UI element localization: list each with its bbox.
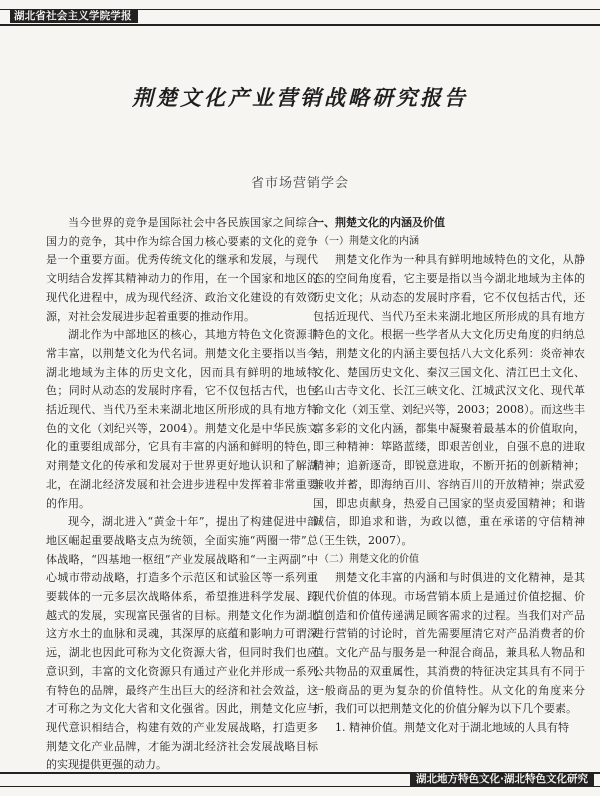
subsection-heading: （二）荆楚文化的价值: [319, 553, 419, 565]
journal-header-bar: [0, 9, 600, 26]
subsection-heading: （一）荆楚文化的内涵: [319, 235, 419, 247]
footer-bar: [0, 772, 600, 787]
right-column: [313, 214, 585, 738]
section-heading: 一、荆楚文化的内涵及价值: [313, 216, 445, 229]
body-paragraph: 荆楚文化作为一种具有鲜明地域特色的文化，从静态的空间角度看，它主要是指以当今湖北地域为主体的历史文化；从动态的发展时序看，它不仅包括古代，还包括近现代、当代乃至未来湖北地区所形成的具有地方特色的文化。根据一些学者从大文化历史角度的归纳总结，荆楚文化的内涵主要包括八大文化系列：炎帝神农文化、楚国历史文化、秦汉三国文化、清江巴土文化、名山古寺文化、长江三峡文化、江城武汉文化、现代革命文化（刘玉堂、刘纪兴等，2003；2008）。而这些丰富多彩的文化内涵，都集中凝聚着最基本的价值取向，即三种精神：筚路蓝缕，即艰苦创业，自强不息的进取精神；追新逐奇，即锐意进取，不断开拓的创新精神；兼收并蓄，即海纳百川、容纳百川的开放精神；崇武爱国，即忠贞献身，热爱自己国家的坚贞爱国精神；和谐诚信，即追求和谐，为政以德，重在承诺的守信精神（王生铁，2007）。: [313, 253, 585, 547]
body-paragraph: 荆楚文化丰富的内涵和与时俱进的文化精神，是其现代价值的体现。市场营销本质上是通过价值挖掘、价值创造和价值传递满足顾客需求的过程。当我们对产品进行营销的讨论时，首先需要厘清它对产品消费者的价值。文化产品与服务是一种混合商品，兼具私人物品和公共物品的双重属性，其消费的特征决定其具有不同于一般商品的更为复杂的价值特性。从文化的角度来分析，我们可以把荆楚文化的价值分解为以下几个要素。: [313, 571, 585, 716]
article-title: 荆楚文化产业营销战略研究报告: [132, 86, 468, 110]
body-paragraph: 当今世界的竞争是国际社会中各民族国家之间综合国力的竞争，其中作为综合国力核心要素的文化的竞争是一个重要方面。优秀传统文化的继承和发展，与现代文明结合发挥其精神动力的作用，在一个国家和地区的现代化进程中，成为现代经济、政治文化建设的有效资源，对社会发展进步起着重要的推动作用。: [46, 216, 318, 323]
body-paragraph: 湖北作为中部地区的核心，其地方特色文化资源非常丰富，以荆楚文化为代名词。荆楚文化主要指以当今湖北地域为主体的历史文化，因而具有鲜明的地域特色；同时从动态的发展时序看，它不仅包括古代，也包括近现代、当代乃至未来湖北地区所形成的具有地方特色的文化（刘纪兴等，2004）。荆楚文化是中华民族文化的重要组成部分，它具有丰富的内涵和鲜明的特色，对荆楚文化的传承和发展对于世界更好地认识和了解湖北，在湖北经济发展和社会进步进程中发挥着非常重要的作用。: [46, 328, 318, 510]
column-name: 湖北地方特色文化·湖北特色文化研究: [410, 773, 594, 786]
body-paragraph: 1. 精神价值。荆楚文化对于湖北地域的人具有特: [335, 720, 569, 734]
body-paragraph: 现今，湖北进入“黄金十年”，提出了构建促进中部地区崛起重要战略支点为统领，全面实施“两圈一带”总体战略，“四基地一枢纽”产业发展战略和“一主两副”中心城市带动战略，打造多个示范区和试验区等一系列重要载体的一元多层次战略体系，希望推进科学发展、跨越式的发展，实现富民强省的目标。荆楚文化作为湖北这方水土的血脉和灵魂，其深厚的底蕴和影响力可谓深远，湖北也因此可称为文化资源大省，但同时我们也应意识到，丰富的文化资源只有通过产业化并形成一系列有特色的品牌，最终产生出巨大的经济和社会效益，这才可称之为文化大省和文化强省。因此，荆楚文化应与现代意识相结合，构建有效的产业发展战略，打造更多荆楚文化产业品牌，才能为湖北经济社会发展战略目标的实现提供更强的动力。: [46, 515, 318, 772]
article-author: 省市场营销学会: [250, 176, 349, 191]
left-column: [46, 214, 318, 775]
journal-name: 湖北省社会主义学院学报: [10, 9, 138, 23]
